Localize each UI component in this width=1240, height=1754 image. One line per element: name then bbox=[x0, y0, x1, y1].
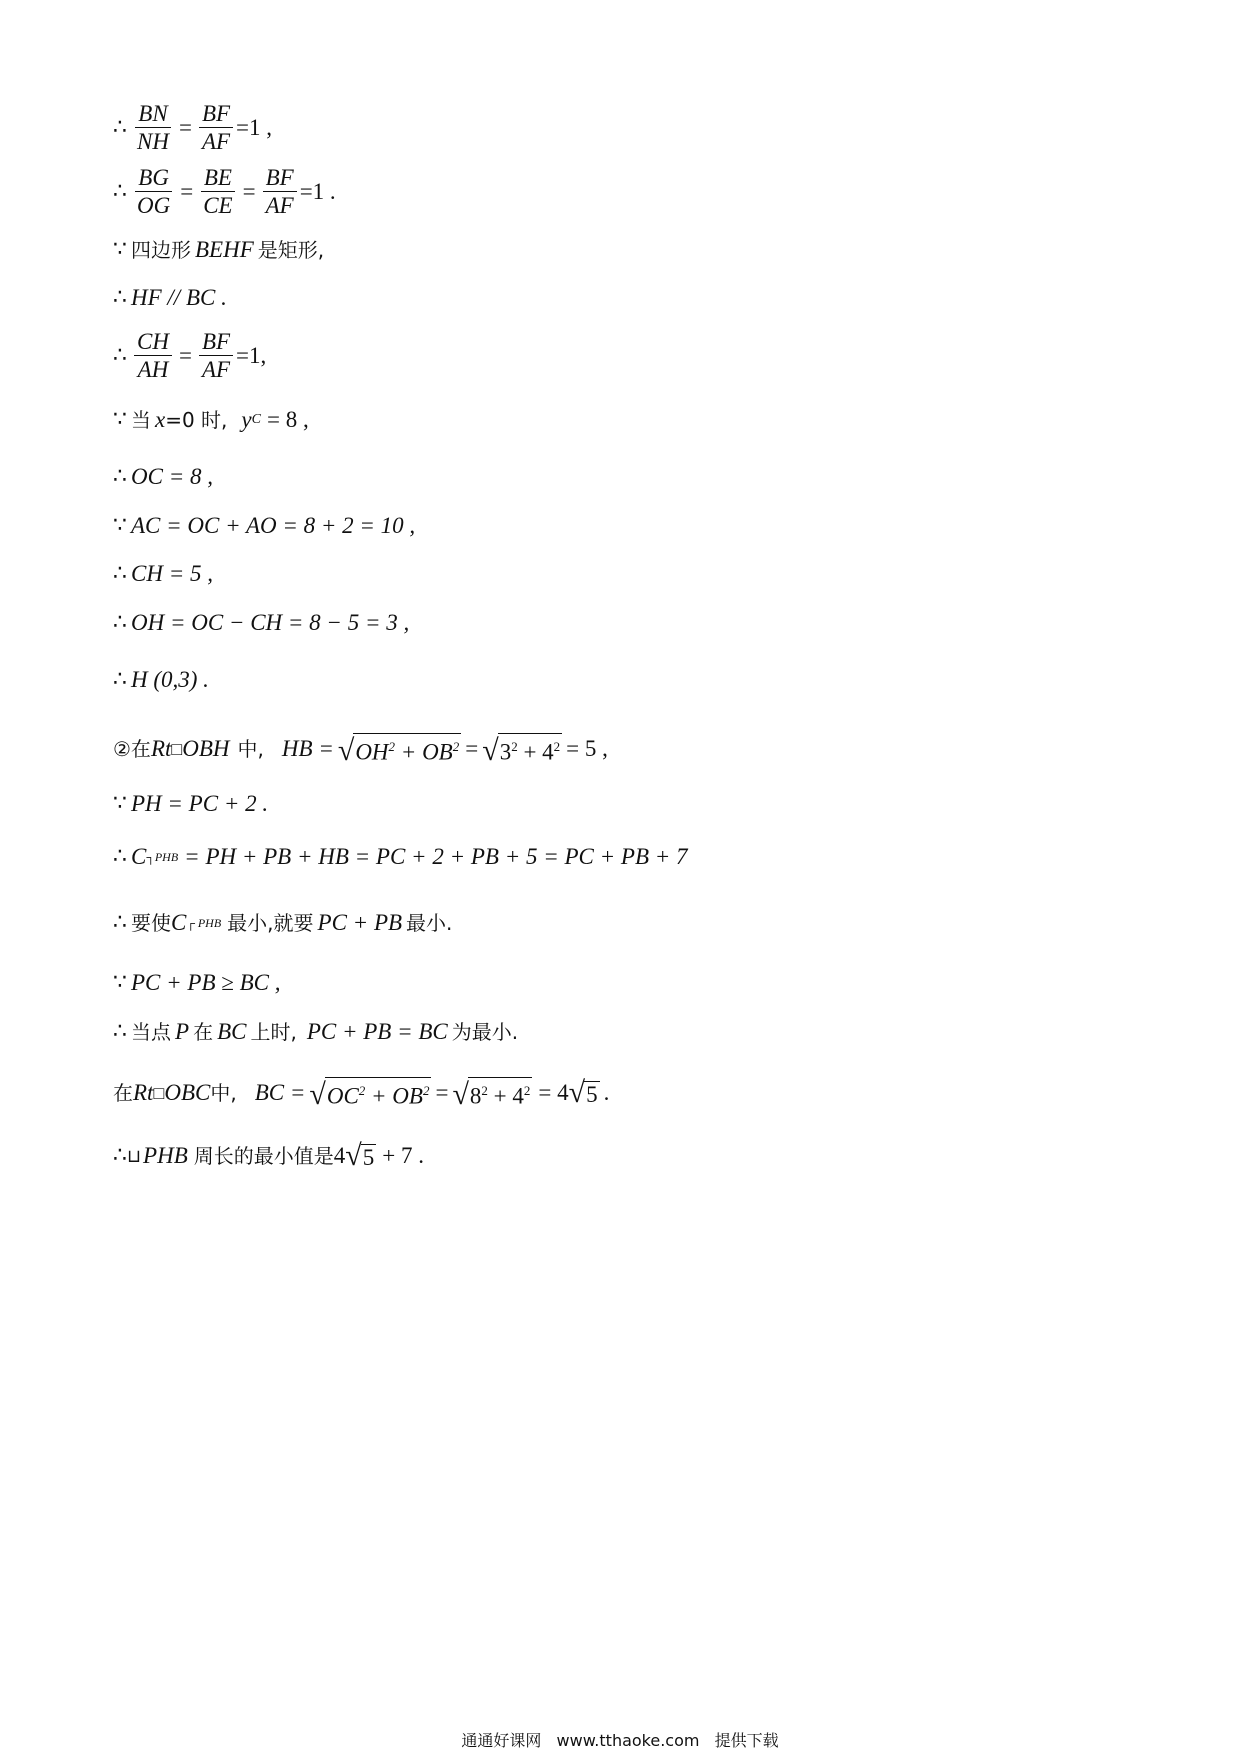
text-line-7: ∴ OC = 8 , bbox=[113, 464, 213, 489]
equation-line-2: ∴ $\frac{BG}{OG}$ = $\frac{BE}{CE}$ = $\frac{BF}{AF}$ =1 . bbox=[113, 165, 336, 218]
square-root: √ 5 bbox=[568, 1076, 598, 1110]
text-line-8: ∵ AC = OC + AO = 8 + 2 = 10 , bbox=[113, 513, 416, 538]
footer-site-name: 通通好课网 bbox=[461, 1731, 542, 1750]
fraction: $\frac{BN}{NH}$ bbox=[137, 101, 169, 154]
text-line-10: ∴ OH = OC − CH = 8 − 5 = 3 , bbox=[113, 610, 410, 635]
footer-url: www.tthaoke.com bbox=[556, 1731, 700, 1750]
equation-line-1: ∴ $\frac{BN}{NH}$ = $\frac{BF}{AF}$ =1 , bbox=[113, 101, 273, 154]
text-line-13: ∵ PH = PC + 2 . bbox=[113, 791, 269, 816]
text-line-11: ∴ H (0,3) . bbox=[113, 667, 209, 692]
fraction: $\frac{BG}{OG}$ bbox=[137, 165, 171, 218]
text-line-4: ∴ HF // BC . bbox=[113, 285, 227, 310]
fraction: $\frac{BF}{AF}$ bbox=[263, 164, 297, 219]
text-line-18: 在 Rt □ OBC 中, BC = √ $OC^2 + OB^2$ = √ $8^2 + 4^2$ = 4 √ 5 . bbox=[113, 1076, 610, 1111]
text-line-12: ②在 Rt □ OBH 中, HB = √ $OH^2 + OB^2$ = √ $3^2 + 4^2$ = 5 , bbox=[113, 733, 608, 767]
text-line-16: ∵ PC + PB ≥ BC , bbox=[113, 970, 281, 995]
square-root: √ $OH^2 + OB^2$ bbox=[337, 733, 460, 767]
square-root: √ $3^2 + 4^2$ bbox=[482, 733, 561, 767]
square-root: √ 5 bbox=[345, 1139, 375, 1172]
text-line-9: ∴ CH = 5 , bbox=[113, 561, 213, 586]
page-footer bbox=[0, 1728, 1240, 1751]
footer-download-note: 提供下载 bbox=[714, 1731, 779, 1750]
text-line-19: ∴ ⊔ PHB 周长的最小值是 4 √ 5 + 7 . bbox=[113, 1139, 424, 1172]
square-root: √ $8^2 + 4^2$ bbox=[452, 1077, 531, 1111]
text-line-15: ∴ 要使 C ┌ PHB 最小,就要 PC + PB 最小. bbox=[113, 910, 453, 935]
equation-line-5: ∴ $\frac{CH}{AH}$ = $\frac{BF}{AF}$ =1, bbox=[113, 329, 267, 382]
text-line-6: ∵ 当 x =0 时, y C = 8 , bbox=[113, 407, 309, 432]
fraction: $\frac{BE}{CE}$ bbox=[200, 164, 235, 219]
text-line-17: ∴ 当点 P 在 BC 上时, PC + PB = BC 为最小. bbox=[113, 1019, 519, 1044]
text-line-3: ∵ 四边形 BEHF 是矩形, bbox=[113, 237, 325, 262]
fraction: $\frac{CH}{AH}$ bbox=[134, 328, 172, 383]
text-line-14: ∴ C ┐PHB = PH + PB + HB = PC + 2 + PB + 5 = PC + PB + 7 bbox=[113, 844, 688, 869]
square-root: √ $OC^2 + OB^2$ bbox=[309, 1077, 430, 1111]
fraction: $\frac{BF}{AF}$ bbox=[199, 100, 233, 155]
fraction: $\frac{BF}{AF}$ bbox=[199, 328, 233, 383]
